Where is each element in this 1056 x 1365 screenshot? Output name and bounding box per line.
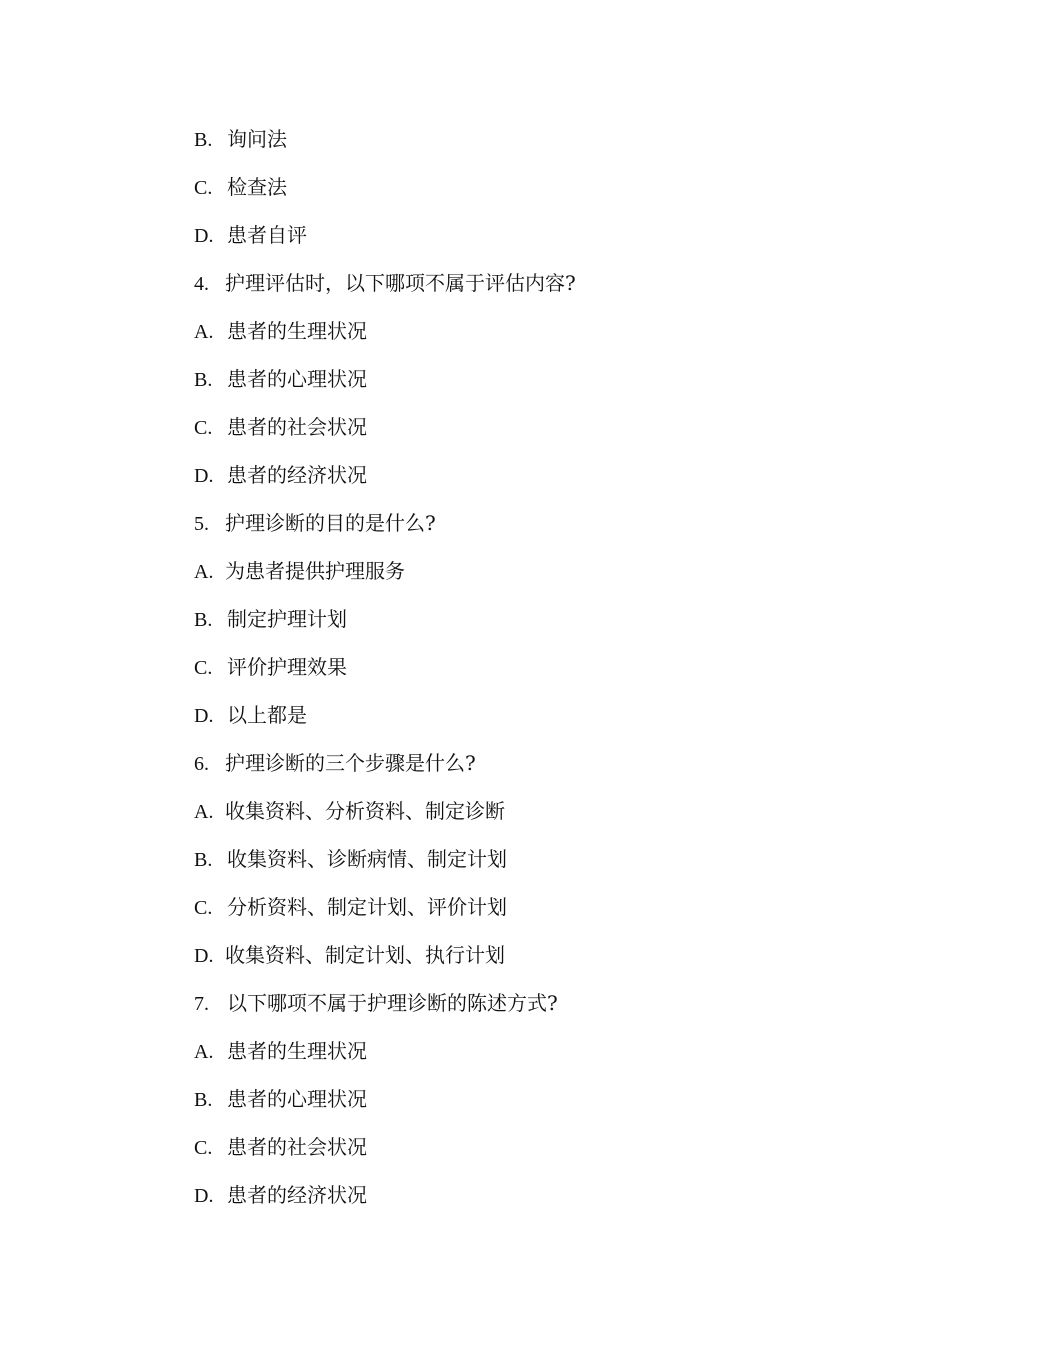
question-line bbox=[194, 269, 974, 317]
option-label: B. bbox=[194, 609, 213, 631]
question-number: 6. bbox=[194, 753, 209, 775]
option-text: 患者的经济状况 bbox=[227, 1183, 367, 1207]
option-line bbox=[194, 845, 974, 893]
option-text: 制定护理计划 bbox=[227, 607, 347, 631]
option-line bbox=[194, 1181, 974, 1229]
question-text: 护理诊断的三个步骤是什么? bbox=[225, 751, 476, 775]
option-label: C. bbox=[194, 177, 213, 199]
question-number: 5. bbox=[194, 513, 209, 535]
option-label: C. bbox=[194, 657, 213, 679]
option-text: 以上都是 bbox=[227, 703, 307, 727]
option-label: B. bbox=[194, 1089, 213, 1111]
question-number: 7. bbox=[194, 993, 209, 1015]
option-line bbox=[194, 125, 974, 173]
question-line bbox=[194, 509, 974, 557]
option-line bbox=[194, 173, 974, 221]
option-label: A. bbox=[194, 561, 214, 583]
option-text: 检查法 bbox=[227, 175, 287, 199]
question-text: 以下哪项不属于护理诊断的陈述方式? bbox=[227, 991, 558, 1015]
question-line bbox=[194, 989, 974, 1037]
option-label: C. bbox=[194, 1137, 213, 1159]
option-text: 收集资料、制定计划、执行计划 bbox=[225, 943, 505, 967]
option-label: A. bbox=[194, 1041, 214, 1063]
option-line bbox=[194, 1037, 974, 1085]
question-number: 4. bbox=[194, 273, 209, 295]
option-text: 患者的心理状况 bbox=[227, 367, 367, 391]
option-label: C. bbox=[194, 417, 213, 439]
option-line bbox=[194, 893, 974, 941]
option-label: A. bbox=[194, 801, 214, 823]
option-label: B. bbox=[194, 369, 213, 391]
option-line bbox=[194, 413, 974, 461]
option-label: D. bbox=[194, 1185, 214, 1207]
option-text: 患者的经济状况 bbox=[227, 463, 367, 487]
option-text: 为患者提供护理服务 bbox=[225, 559, 405, 583]
option-label: D. bbox=[194, 225, 214, 247]
option-label: C. bbox=[194, 897, 213, 919]
option-text: 患者的生理状况 bbox=[227, 319, 367, 343]
question-list bbox=[194, 125, 974, 1229]
option-line bbox=[194, 221, 974, 269]
option-text: 收集资料、诊断病情、制定计划 bbox=[227, 847, 507, 871]
option-label: D. bbox=[194, 465, 214, 487]
option-line bbox=[194, 605, 974, 653]
option-line bbox=[194, 797, 974, 845]
option-text: 分析资料、制定计划、评价计划 bbox=[227, 895, 507, 919]
option-text: 患者的社会状况 bbox=[227, 1135, 367, 1159]
option-text: 询问法 bbox=[227, 127, 287, 151]
option-label: D. bbox=[194, 705, 214, 727]
option-line bbox=[194, 701, 974, 749]
option-label: D. bbox=[194, 945, 214, 967]
option-text: 评价护理效果 bbox=[227, 655, 347, 679]
question-line bbox=[194, 749, 974, 797]
question-text: 护理评估时，以下哪项不属于评估内容? bbox=[225, 271, 576, 295]
option-text: 患者的社会状况 bbox=[227, 415, 367, 439]
option-line bbox=[194, 653, 974, 701]
option-label: B. bbox=[194, 129, 213, 151]
option-text: 收集资料、分析资料、制定诊断 bbox=[225, 799, 505, 823]
option-line bbox=[194, 1133, 974, 1181]
option-line bbox=[194, 317, 974, 365]
option-text: 患者自评 bbox=[227, 223, 307, 247]
option-text: 患者的生理状况 bbox=[227, 1039, 367, 1063]
option-label: A. bbox=[194, 321, 214, 343]
option-line bbox=[194, 1085, 974, 1133]
option-line bbox=[194, 461, 974, 509]
option-line bbox=[194, 941, 974, 989]
option-line bbox=[194, 365, 974, 413]
question-text: 护理诊断的目的是什么? bbox=[225, 511, 436, 535]
option-label: B. bbox=[194, 849, 213, 871]
option-line bbox=[194, 557, 974, 605]
option-text: 患者的心理状况 bbox=[227, 1087, 367, 1111]
